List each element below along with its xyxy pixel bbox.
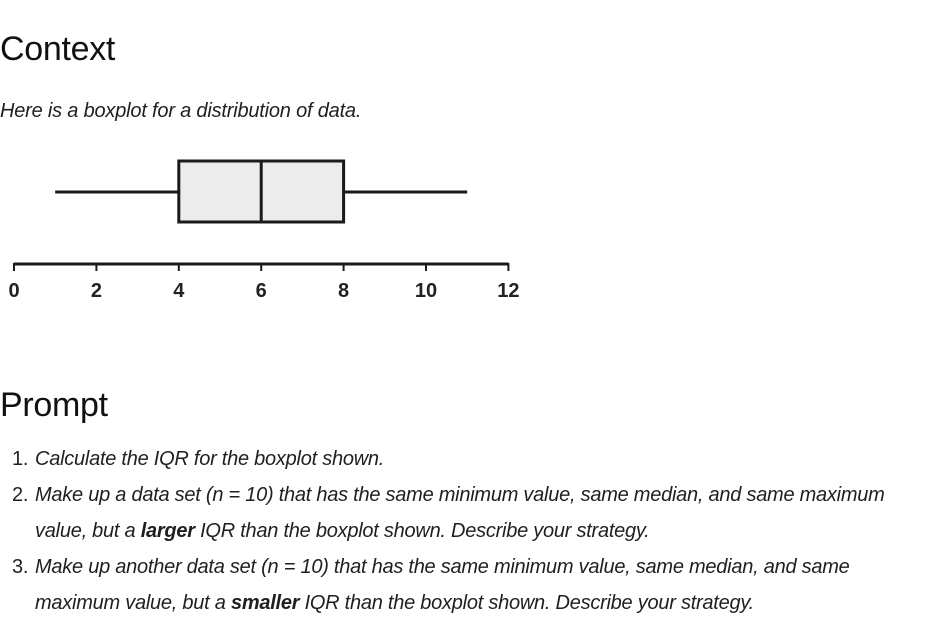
prompt-item-text: Make up another data set (n = 10) that has the same minimum value, same median, and same maximum value, but a [35, 556, 850, 614]
prompt-item-text-end: IQR than the boxplot shown. Describe your strategy. [299, 592, 754, 614]
axis-tick-label: 8 [338, 280, 350, 302]
prompt-item-number: 2. [12, 484, 29, 506]
prompt-item-number: 1. [12, 448, 29, 470]
number-line [8, 263, 519, 302]
prompt-list [0, 441, 929, 621]
prompt-item-text-end: IQR than the boxplot shown. Describe your strategy. [194, 520, 650, 542]
context-heading: Context [0, 30, 116, 68]
prompt-item-2 [0, 477, 929, 549]
prompt-emphasis-smaller: smaller [230, 592, 300, 614]
axis-tick-label: 6 [255, 280, 267, 302]
prompt-item-text: Make up a data set (n = 10) that has the same minimum value, same median, and same maximum value, but a [35, 484, 885, 542]
context-intro: Here is a boxplot for a distribution of data. [0, 100, 362, 122]
axis-tick-label: 0 [8, 280, 20, 302]
prompt-item-3 [0, 549, 929, 621]
prompt-emphasis-larger: larger [140, 520, 195, 542]
prompt-item-1 [0, 441, 929, 477]
prompt-heading: Prompt [0, 386, 108, 424]
axis-tick-label: 12 [497, 280, 520, 302]
prompt-item-text: Calculate the IQR for the boxplot shown. [35, 448, 385, 470]
boxplot-marks [55, 161, 467, 222]
axis-tick-label: 10 [414, 280, 438, 302]
axis-tick-label: 4 [173, 280, 185, 302]
axis-tick-label: 2 [90, 280, 102, 302]
prompt-item-number: 3. [12, 556, 29, 578]
boxplot-figure [0, 150, 560, 310]
